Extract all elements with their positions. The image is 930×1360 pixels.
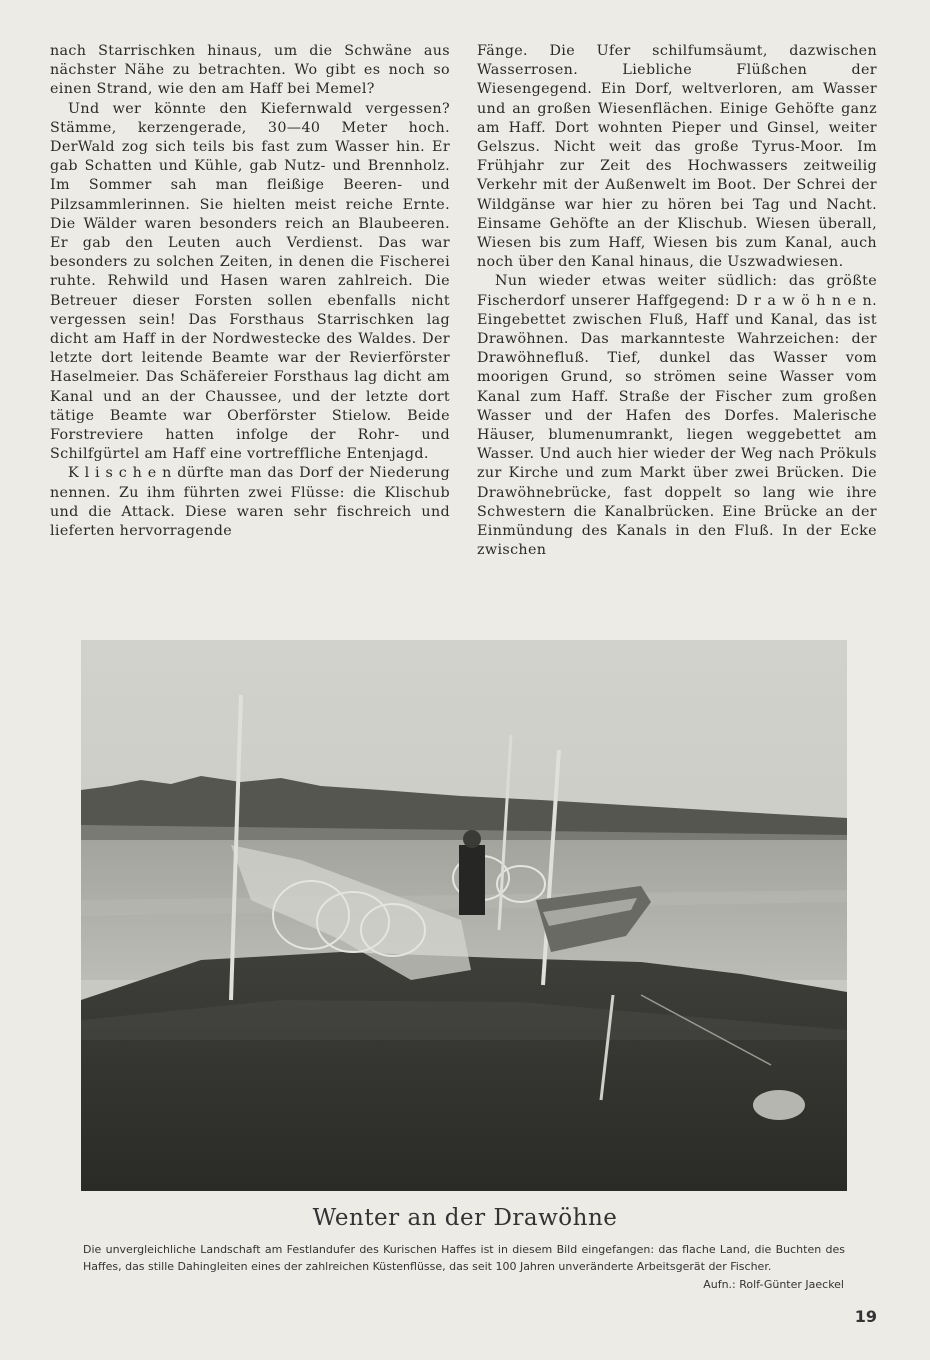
paragraph: Nun wieder etwas weiter südlich: das größte Fischerdorf unserer Haffgegend: D r a w ö h n e n. Eingebettet zwischen Fluß, Haff und Kanal, das ist Drawöhnen. Das markannteste Wahrzeichen: der Drawöhnefluß. Tief, dunkel das Wasser vom moorigen Grund, so strömen seine Wasser vom Kanal zum Haff. Straße der Fischer zum großen Wasser und der Hafen des Dorfes. Malerische Häuser, blumenumrankt, liegen weggebettet am Wasser. Und auch hier wieder der Weg nach Prökuls zur Kirche und zum Markt über zwei Brücken. Die Drawöhnebrücke, fast doppelt so lang wie ihre Schwestern die Kanalbrücken. Eine Brücke an der Einmündung des Kanals in den Fluß. In der Ecke zwischen	[477, 273, 877, 559]
paragraph: Und wer könnte den Kiefernwald vergessen? Stämme, kerzengerade, 30—40 Meter hoch. DerWald zog sich teils bis fast zum Wasser hin. Er gab Schatten und Kühle, gab Nutz- und Brennholz. Im Sommer sah man fleißige Beeren- und Pilzsammlerinnen. Sie hielten meist reiche Ernte. Die Wälder waren besonders reich an Blaubeeren. Er gab den Leuten auch Verdienst. Das war besonders zu solchen Zeiten, in denen die Fischerei ruhte. Rehwild und Hasen waren zahlreich. Die Betreuer dieser Forsten sollen ebenfalls nicht vergessen sein! Das Forsthaus Starrischken lag dicht am Haff in der Nordwestecke des Waldes. Der letzte dort leitende Beamte war der Revierförster Haselmeier. Das Schäfereier Forsthaus lag dicht am Kanal und an der Chaussee, und der letzte dort tätige Beamte war Oberförster Stielow. Beide Forstreviere hatten infolge der Rohr- und Schilfgürtel am Haff eine vortreffliche Entenjagd.	[50, 100, 450, 463]
article-right-column	[477, 42, 877, 560]
paragraph: Fänge. Die Ufer schilfumsäumt, dazwischen Wasserrosen. Liebliche Flüßchen der Wiesengegend. Ein Dorf, weltverloren, am Wasser und an großen Wiesenflächen. Einige Gehöfte ganz am Haff. Dort wohnten Pieper und Ginsel, weiter Gelszus. Nicht weit das große Tyrus-Moor. Im Frühjahr zur Zeit des Hochwassers zeitweilig Verkehr mit der Außenwelt im Boot. Der Schrei der Wildgänse war hier zu hören bei Tag und Nacht. Einsame Gehöfte an der Klischub. Wiesen überall, Wiesen bis zum Haff, Wiesen bis zum Kanal, auch noch über den Kanal hinaus, die Uszwadwiesen.	[477, 43, 877, 271]
article-left-column	[50, 42, 450, 541]
photograph-fish-traps	[81, 640, 847, 1191]
photo-credit: Aufn.: Rolf-Günter Jaeckel	[703, 1278, 844, 1291]
page-number: 19	[854, 1307, 877, 1326]
figure-title: Wenter an der Drawöhne	[312, 1205, 618, 1231]
paragraph: K l i s c h e n dürfte man das Dorf der Niederung nennen. Zu ihm führten zwei Flüsse: die Klischub und die Attack. Diese waren sehr fischreich und lieferten hervorragende	[50, 465, 450, 540]
paragraph: nach Starrischken hinaus, um die Schwäne aus nächster Nähe zu betrachten. Wo gibt es noch so einen Strand, wie den am Haff bei Memel?	[50, 43, 450, 98]
figure-caption: Die unvergleichliche Landschaft am Festlandufer des Kurischen Haffes ist in diesem Bild eingefangen: das flache Land, die Buchten des Haffes, das stille Dahingleiten eines der zahlreichen Küstenflüsse, das seit 100 Jahren unveränderte Arbeitsgerät der Fischer.	[83, 1243, 845, 1273]
